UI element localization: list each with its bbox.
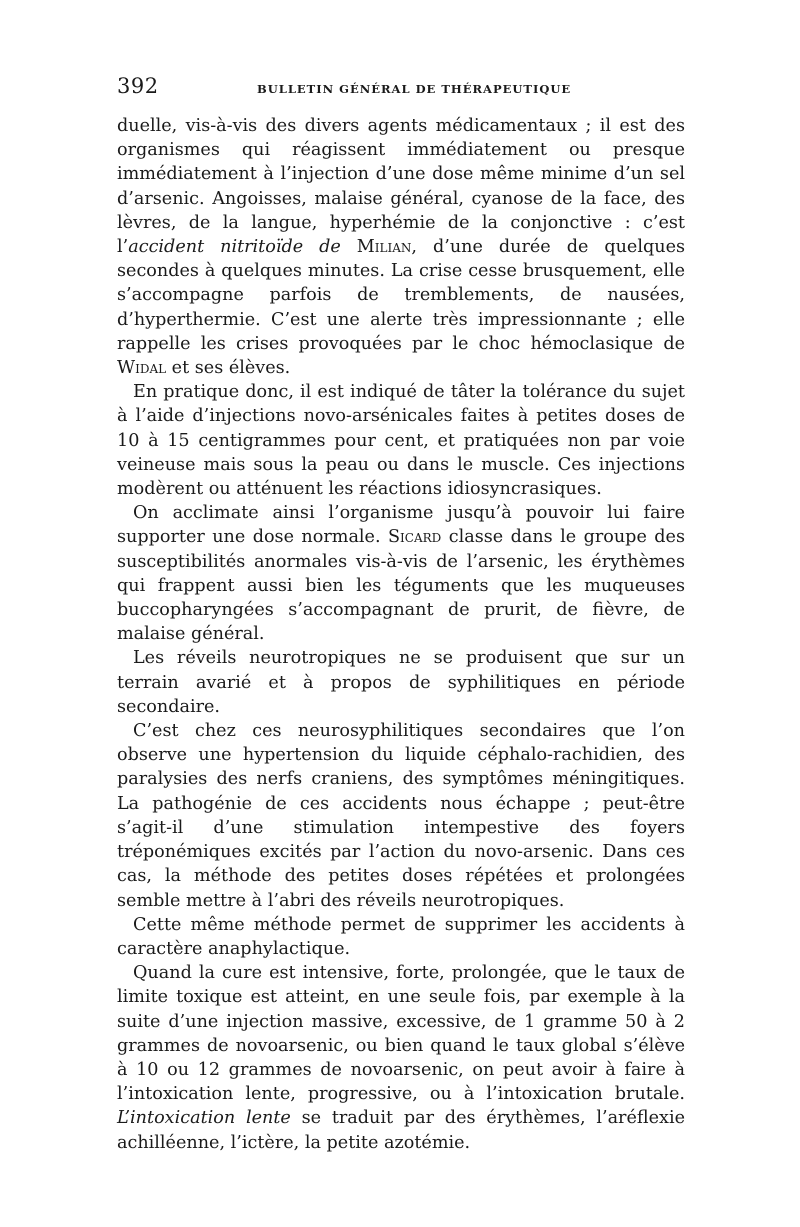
text-run: On acclimate ainsi l’organisme jusqu’à pouvoir lui faire supporter une dose normale. [117,503,685,548]
paragraph [117,719,685,913]
text-run: se traduit par des érythèmes, l’aréflexie achilléenne, l’ictère, la petite azotémie. [117,1108,685,1153]
italic-phrase: L’intoxication lente [117,1108,291,1129]
author-name: Milian [356,237,412,258]
italic-phrase: accident nitritoïde de [128,237,341,258]
author-name: Widal [117,358,167,379]
text-run: Cette même méthode permet de supprimer les accidents à caractère anaphylactique. [117,914,685,959]
paragraph [117,114,685,380]
text-run: Quand la cure est intensive, forte, prolongée, que le taux de limite toxique est atteint, en une seule fois, par exemple à la suite d’une injection massive, excessive, de 1 gramme 50 à 2 grammes de novoarsenic, ou bien quand le taux global s’élève à 10 ou 12 grammes de novoarsenic, on peut avoir à faire à l’intoxication lente, progressive, ou à l’intoxication brutale. [117,963,685,1105]
text-run: Les réveils neurotropiques ne se produisent que sur un terrain avarié et à propos de syphilitiques en période secondaire. [117,648,685,717]
text-run: C’est chez ces neurosyphilitiques secondaires que l’on observe une hypertension du liquide céphalo-rachidien, des paralysies des nerfs craniens, des symptômes méningitiques. La pathogénie de ces accidents nous échappe ; peut-être s’agit-il d’une stimulation intempestive des foyers tréponémiques excités par l’action du novo-arsenic. Dans ces cas, la méthode des petites doses répétées et prolongées semble mettre à l’abri des réveils neurotropiques. [117,721,685,911]
text-run: et ses élèves. [166,358,291,379]
running-title: BULLETIN GÉNÉRAL DE THÉRAPEUTIQUE [257,82,572,96]
paragraph [117,501,685,646]
text-run: , d’une durée de quelques secondes à quelques minutes. La crise cesse brusquement, elle s’accompagne parfois de tremblements, de nausées, d’hyperthermie. C’est une alerte très impressionnante ; elle rappelle les crises provoquées par le choc hémoclasique de [117,237,686,354]
body-text [117,114,685,1155]
paragraph [117,913,685,961]
text-run: classe dans le groupe des susceptibilités anormales vis-à-vis de l’arsenic, les érythèmes qui frappent aussi bien les téguments que les muqueuses buccopharyngées s’accompagnant de prurit, de fièvre, de malaise général. [117,527,685,645]
paragraph [117,646,685,719]
text-run: En pratique donc, il est indiqué de tâter la tolérance du sujet à l’aide d’injections novo-arsénicales faites à petites doses de 10 à 15 centigrammes pour cent, et pratiquées non par voie veineuse mais sous la peau ou dans le muscle. Ces injections modèrent ou atténuent les réactions idiosyncrasiques. [117,382,685,500]
page-header [117,74,685,104]
paragraph [117,961,685,1155]
paragraph [117,380,685,501]
text-run [341,237,357,257]
page-number: 392 [117,74,159,98]
author-name: Sicard [387,527,442,548]
text-run: duelle, vis-à-vis des divers agents médicamentaux ; il est des organismes qui réagissent immédiatement ou presque immédiatement à l’injection d’une dose même minime d’un sel d’arsenic. Angoisses, malaise général, cyanose de la face, des lèvres, de la langue, hyperhémie de la conjonctive : c’est l’ [117,116,685,258]
